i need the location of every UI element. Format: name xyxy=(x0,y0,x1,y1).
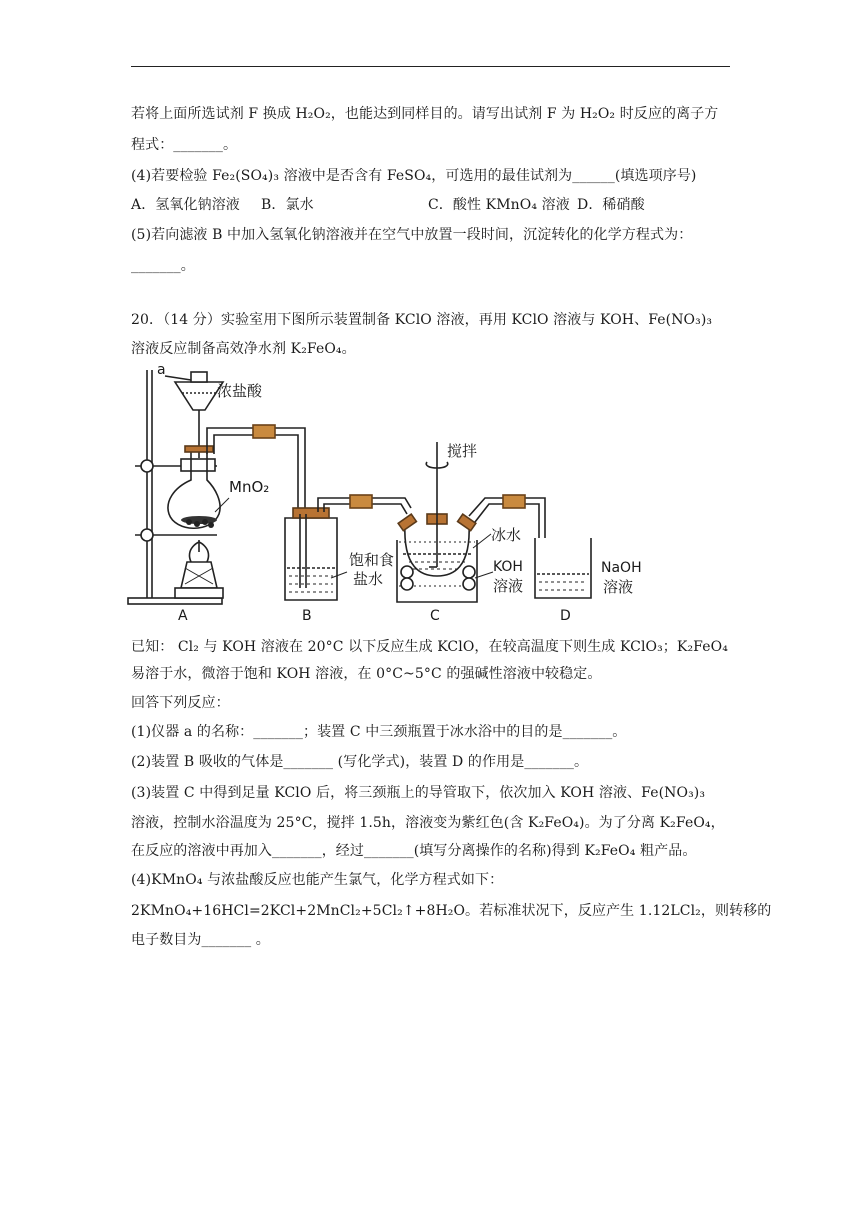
header-rule xyxy=(131,66,730,67)
label-B: B xyxy=(302,608,312,622)
apparatus-diagram xyxy=(125,362,745,622)
option-c: C．酸性 KMnO₄ 溶液 xyxy=(428,197,570,213)
label-naoh-1: NaOH xyxy=(601,560,642,576)
text-line: 在反应的溶液中再加入_______，经过_______(填写分离操作的名称)得到 K₂FeO₄ 粗产品。 xyxy=(131,843,697,859)
sub-question-1: (1)仪器 a 的名称：_______；装置 C 中三颈瓶置于冰水浴中的目的是_______。 xyxy=(131,724,627,740)
text-line: 易溶于水，微溶于饱和 KOH 溶液，在 0°C~5°C 的强碱性溶液中较稳定。 xyxy=(131,666,602,682)
label-C: C xyxy=(430,608,440,622)
option-a: A．氢氧化钠溶液 xyxy=(131,197,240,213)
label-A: A xyxy=(178,608,188,622)
sub-question-4: (4)KMnO₄ 与浓盐酸反应也能产生氯气，化学方程式如下： xyxy=(131,872,504,888)
question-20-title: 20．（14 分）实验室用下图所示装置制备 KClO 溶液，再用 KClO 溶液与 KOH、Fe(NO₃)₃ xyxy=(131,312,713,328)
sub-question-2: (2)装置 B 吸收的气体是_______ (写化学式)，装置 D 的作用是_______。 xyxy=(131,754,589,770)
label-ice-water: 冰水 xyxy=(491,526,522,544)
label-sat-salt-2: 盐水 xyxy=(353,570,384,588)
label-mno2: MnO₂ xyxy=(229,478,270,496)
text-line: 若将上面所选试剂 F 换成 H₂O₂，也能达到同样目的。请写出试剂 F 为 H₂O₂ 时反应的离子方 xyxy=(131,106,719,122)
text-line: 程式：_______。 xyxy=(131,137,238,153)
option-d: D．稀硝酸 xyxy=(577,197,645,213)
label-conc-hcl: 浓盐酸 xyxy=(217,382,263,400)
text-line: 电子数目为_______ 。 xyxy=(131,932,270,948)
label-stir: 搅拌 xyxy=(447,442,478,460)
known-line: 已知： Cl₂ 与 KOH 溶液在 20°C 以下反应生成 KClO，在较高温度下则生成 KClO₃；K₂FeO₄ xyxy=(131,639,728,655)
label-koh-2: 溶液 xyxy=(493,577,524,595)
question-5: (5)若向滤液 B 中加入氢氧化钠溶液并在空气中放置一段时间，沉淀转化的化学方程式为： xyxy=(131,227,693,243)
text-line: 回答下列反应： xyxy=(131,695,230,711)
text-line: 溶液，控制水浴温度为 25°C，搅拌 1.5h，溶液变为紫红色(含 K₂FeO₄)。为了分离 K₂FeO₄， xyxy=(131,815,725,831)
text-line: _______。 xyxy=(131,258,195,274)
label-koh-1: KOH xyxy=(493,559,523,575)
question-4: (4)若要检验 Fe₂(SO₄)₃ 溶液中是否含有 FeSO₄，可选用的最佳试剂为______(填选项序号) xyxy=(131,168,697,184)
label-D: D xyxy=(560,608,571,622)
label-naoh-2: 溶液 xyxy=(603,578,634,596)
sub-question-3: (3)装置 C 中得到足量 KClO 后，将三颈瓶上的导管取下，依次加入 KOH 溶液、Fe(NO₃)₃ xyxy=(131,785,706,801)
equation-line: 2KMnO₄+16HCl=2KCl+2MnCl₂+5Cl₂↑+8H₂O。若标准状况下，反应产生 1.12LCl₂，则转移的 xyxy=(131,903,772,919)
text-line: 溶液反应制备高效净水剂 K₂FeO₄。 xyxy=(131,341,356,357)
label-sat-salt-1: 饱和食 xyxy=(349,551,395,569)
option-b: B．氯水 xyxy=(261,197,314,213)
label-a: a xyxy=(157,362,166,378)
